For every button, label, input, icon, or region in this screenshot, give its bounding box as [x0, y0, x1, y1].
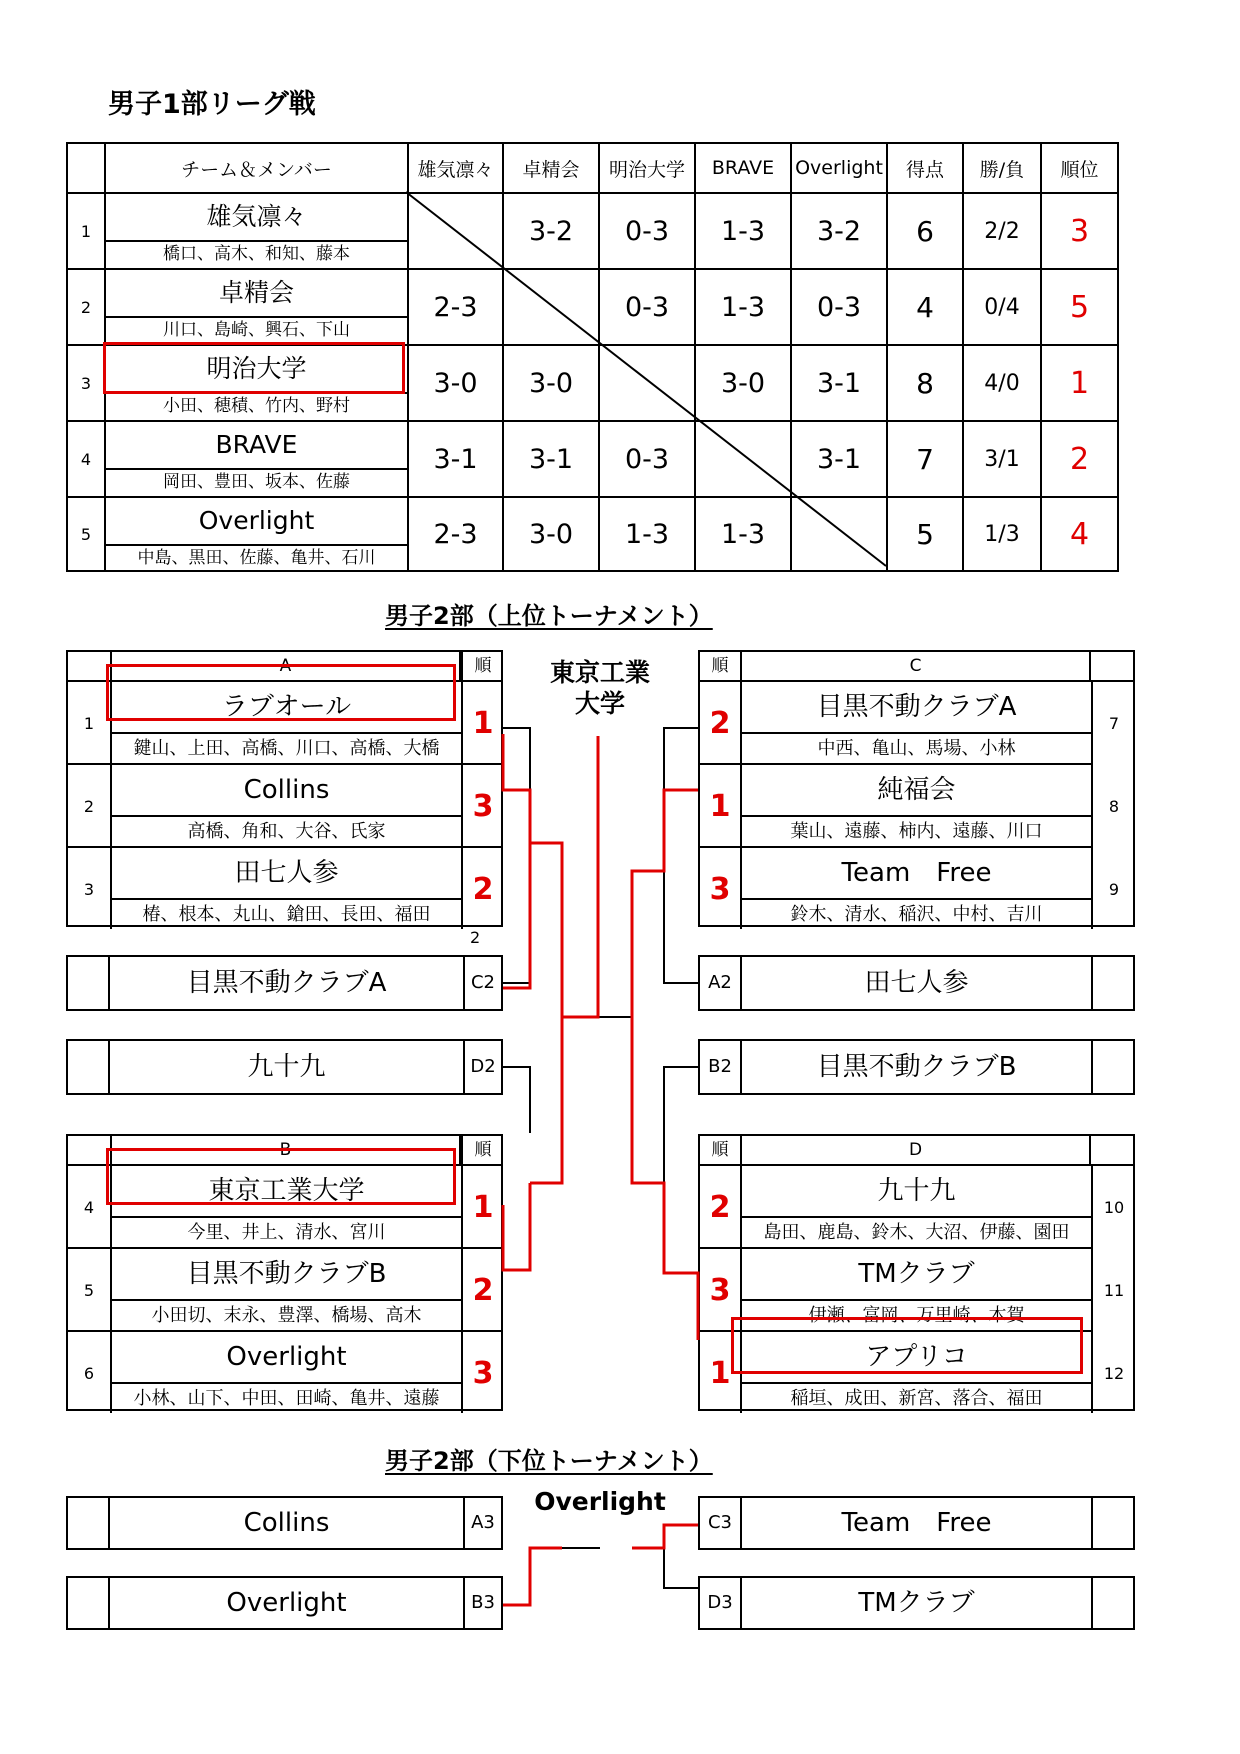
- win-loss: 2/2: [963, 193, 1041, 269]
- group-rank: 2: [472, 872, 494, 907]
- bracket-slot: [698, 1496, 1135, 1550]
- slot-team-name: Overlight: [108, 1578, 465, 1628]
- team-points: 4: [887, 269, 963, 345]
- bracket-slot: [698, 955, 1135, 1011]
- header-opp-2: 卓精会: [503, 143, 599, 193]
- slot-code: D3: [707, 1592, 733, 1613]
- team-name: 目黒不動クラブB: [112, 1249, 461, 1301]
- group-rank: 3: [472, 789, 494, 824]
- group-label: A: [110, 652, 461, 680]
- match-score: 3-1: [503, 421, 599, 497]
- rank-header: 順: [474, 1140, 492, 1160]
- match-score: 0-3: [599, 269, 695, 345]
- group-rank: 3: [709, 1273, 731, 1308]
- win-line-c2: [503, 843, 562, 1017]
- slot-code: C2: [470, 972, 496, 993]
- row-number: 4: [67, 421, 105, 497]
- team-members: 橋口、高木、和知、藤本: [163, 244, 350, 264]
- page-title: 男子1部リーグ戦: [108, 89, 316, 120]
- match-score: 1-3: [695, 193, 791, 269]
- match-score: 3-0: [695, 345, 791, 421]
- group-rank: 1: [472, 1190, 494, 1225]
- bracket-slot: [698, 1039, 1135, 1095]
- match-score: 3-2: [503, 193, 599, 269]
- win-loss: 4/0: [963, 345, 1041, 421]
- team-members: 中島、黒田、佐藤、亀井、石川: [137, 548, 376, 568]
- upper-heading: 男子2部（上位トーナメント）: [385, 602, 713, 630]
- team-number: 10: [1103, 1198, 1125, 1217]
- rank-header: 順: [711, 1140, 729, 1160]
- team-members: 小田、穂積、竹内、野村: [163, 396, 350, 416]
- match-score: 3-0: [408, 345, 503, 421]
- win-line-final: [562, 736, 598, 1017]
- lower-win-left: [503, 1548, 562, 1605]
- team-members: 葉山、遠藤、柿内、遠藤、川口: [790, 821, 1043, 842]
- team-name: Team Free: [742, 848, 1091, 900]
- match-score: 1-3: [695, 497, 791, 571]
- row-number: 3: [67, 345, 105, 421]
- row-number: 1: [67, 193, 105, 269]
- slot-team-name: 九十九: [108, 1041, 465, 1093]
- slot-team-name: 目黒不動クラブA: [108, 957, 465, 1009]
- team-rank: 4: [1041, 497, 1118, 571]
- team-number: 2: [83, 797, 95, 816]
- rank-header: 順: [474, 656, 492, 676]
- slot-team-name: TMクラブ: [740, 1578, 1093, 1628]
- team-number: 1: [83, 714, 95, 733]
- group-rank: 3: [709, 872, 731, 907]
- group-label: B: [110, 1136, 461, 1164]
- bracket-slot: [66, 1496, 503, 1550]
- win-loss: 3/1: [963, 421, 1041, 497]
- lower-win-right: [632, 1525, 698, 1548]
- group-rank: 2: [709, 1190, 731, 1225]
- team-members: 島田、鹿島、鈴木、大沼、伊藤、園田: [763, 1222, 1070, 1243]
- match-score: 0-3: [599, 193, 695, 269]
- team-rank: 2: [1041, 421, 1118, 497]
- team-number: 5: [83, 1281, 95, 1300]
- team-name: アプリコ: [742, 1332, 1091, 1384]
- team-points: 8: [887, 345, 963, 421]
- upper-champion: 東京工業 大学: [549, 658, 650, 718]
- header-wl: 勝/負: [963, 143, 1041, 193]
- team-members: 稲垣、成田、新宮、落合、福田: [790, 1388, 1043, 1409]
- win-line-b1: [530, 1017, 562, 1183]
- team-name: Overlight: [106, 498, 407, 546]
- slot-team-name: Collins: [108, 1498, 465, 1548]
- slot-code: B3: [471, 1592, 495, 1613]
- team-number: 12: [1103, 1364, 1125, 1383]
- team-number: 11: [1103, 1281, 1125, 1300]
- team-points: 5: [887, 497, 963, 571]
- group-rank: 1: [472, 706, 494, 741]
- group-rank: 3: [472, 1356, 494, 1391]
- team-members: 高橋、角和、大谷、氏家: [187, 821, 386, 842]
- bracket-line-a-d2: [503, 728, 530, 983]
- bracket-slot: [66, 955, 503, 1011]
- slot-code: B2: [708, 1056, 732, 1077]
- slot-code: A3: [471, 1512, 495, 1533]
- win-loss: 0/4: [963, 269, 1041, 345]
- team-name: 卓精会: [106, 270, 407, 318]
- match-score: 0-3: [791, 269, 887, 345]
- team-number: 7: [1108, 714, 1120, 733]
- team-name: 純福会: [742, 765, 1091, 817]
- team-members: 伊瀬、富岡、万里崎、木賀: [808, 1305, 1025, 1326]
- header-rank: 順位: [1041, 143, 1118, 193]
- match-score: 3-2: [791, 193, 887, 269]
- group-rank: 2: [709, 706, 731, 741]
- team-name: 九十九: [742, 1166, 1091, 1218]
- match-score: 1-3: [599, 497, 695, 571]
- team-name: Overlight: [112, 1332, 461, 1384]
- match-score: 3-1: [791, 345, 887, 421]
- note-2: 2: [470, 928, 481, 947]
- team-number: 9: [1108, 880, 1120, 899]
- header-points: 得点: [887, 143, 963, 193]
- team-points: 7: [887, 421, 963, 497]
- group-label: C: [740, 652, 1091, 680]
- bracket-slot: [698, 1576, 1135, 1630]
- group-rank: 1: [709, 789, 731, 824]
- team-name: Collins: [112, 765, 461, 817]
- match-score: 2-3: [408, 269, 503, 345]
- header-opp-1: 雄気凛々: [408, 143, 503, 193]
- win-line-b2: [503, 1183, 530, 1270]
- team-rank: 5: [1041, 269, 1118, 345]
- team-name: 明治大学: [106, 346, 407, 394]
- match-score: 1-3: [695, 269, 791, 345]
- team-rank: 3: [1041, 193, 1118, 269]
- team-members: 今里、井上、清水、宮川: [187, 1222, 386, 1243]
- team-members: 川口、島崎、興石、下山: [163, 320, 350, 340]
- match-score: 2-3: [408, 497, 503, 571]
- slot-team-name: 目黒不動クラブB: [740, 1041, 1093, 1093]
- team-name: TMクラブ: [742, 1249, 1091, 1301]
- group-rank: 1: [709, 1356, 731, 1391]
- bracket-line-b-c2: [503, 1067, 530, 1133]
- slot-team-name: Team Free: [740, 1498, 1093, 1548]
- match-score: 0-3: [599, 421, 695, 497]
- team-name: 田七人参: [112, 848, 461, 900]
- team-name: ラブオール: [112, 682, 461, 734]
- team-number: 4: [83, 1198, 95, 1217]
- team-number: 6: [83, 1364, 95, 1383]
- lower-heading: 男子2部（下位トーナメント）: [385, 1447, 713, 1475]
- team-rank: 1: [1041, 345, 1118, 421]
- match-score: 3-0: [503, 497, 599, 571]
- team-members: 中西、亀山、馬場、小林: [817, 738, 1016, 759]
- team-members: 岡田、豊田、坂本、佐藤: [163, 472, 350, 492]
- bracket-slot: [66, 1576, 503, 1630]
- team-name: 目黒不動クラブA: [742, 682, 1091, 734]
- team-members: 小林、山下、中田、田崎、亀井、遠藤: [133, 1388, 440, 1409]
- rank-header: 順: [711, 656, 729, 676]
- bracket-line-c-a2: [664, 728, 698, 983]
- bracket-line-d-b2: [664, 1067, 698, 1183]
- slot-code: D2: [470, 1056, 496, 1077]
- row-number: 2: [67, 269, 105, 345]
- group-label: D: [740, 1136, 1091, 1164]
- team-name: 東京工業大学: [112, 1166, 461, 1218]
- bracket-slot: [66, 1039, 503, 1095]
- header-opp-3: 明治大学: [599, 143, 695, 193]
- lower-line-right: [632, 1548, 698, 1588]
- team-members: 鍵山、上田、高橋、川口、高橋、大橋: [133, 738, 440, 759]
- header-opp-5: Overlight: [791, 143, 887, 193]
- team-points: 6: [887, 193, 963, 269]
- header-opp-4: BRAVE: [695, 143, 791, 193]
- team-number: 8: [1108, 797, 1120, 816]
- team-number: 3: [83, 880, 95, 899]
- slot-code: A2: [708, 972, 732, 993]
- team-members: 椿、根本、丸山、鎗田、長田、福田: [142, 904, 431, 925]
- match-score: 3-1: [408, 421, 503, 497]
- slot-code: C3: [707, 1512, 733, 1533]
- match-score: 3-0: [503, 345, 599, 421]
- match-score: 3-1: [791, 421, 887, 497]
- lower-champion: Overlight: [534, 1487, 666, 1516]
- team-members: 鈴木、清水、稲沢、中村、吉川: [790, 904, 1043, 925]
- win-line-a1: [503, 734, 530, 871]
- group-rank: 2: [472, 1273, 494, 1308]
- team-name: 雄気凛々: [106, 194, 407, 242]
- win-loss: 1/3: [963, 497, 1041, 571]
- row-number: 5: [67, 497, 105, 571]
- slot-team-name: 田七人参: [740, 957, 1093, 1009]
- team-members: 小田切、末永、豊澤、橋場、高木: [151, 1305, 422, 1326]
- team-name: BRAVE: [106, 422, 407, 470]
- header-team: チーム＆メンバー: [105, 143, 408, 193]
